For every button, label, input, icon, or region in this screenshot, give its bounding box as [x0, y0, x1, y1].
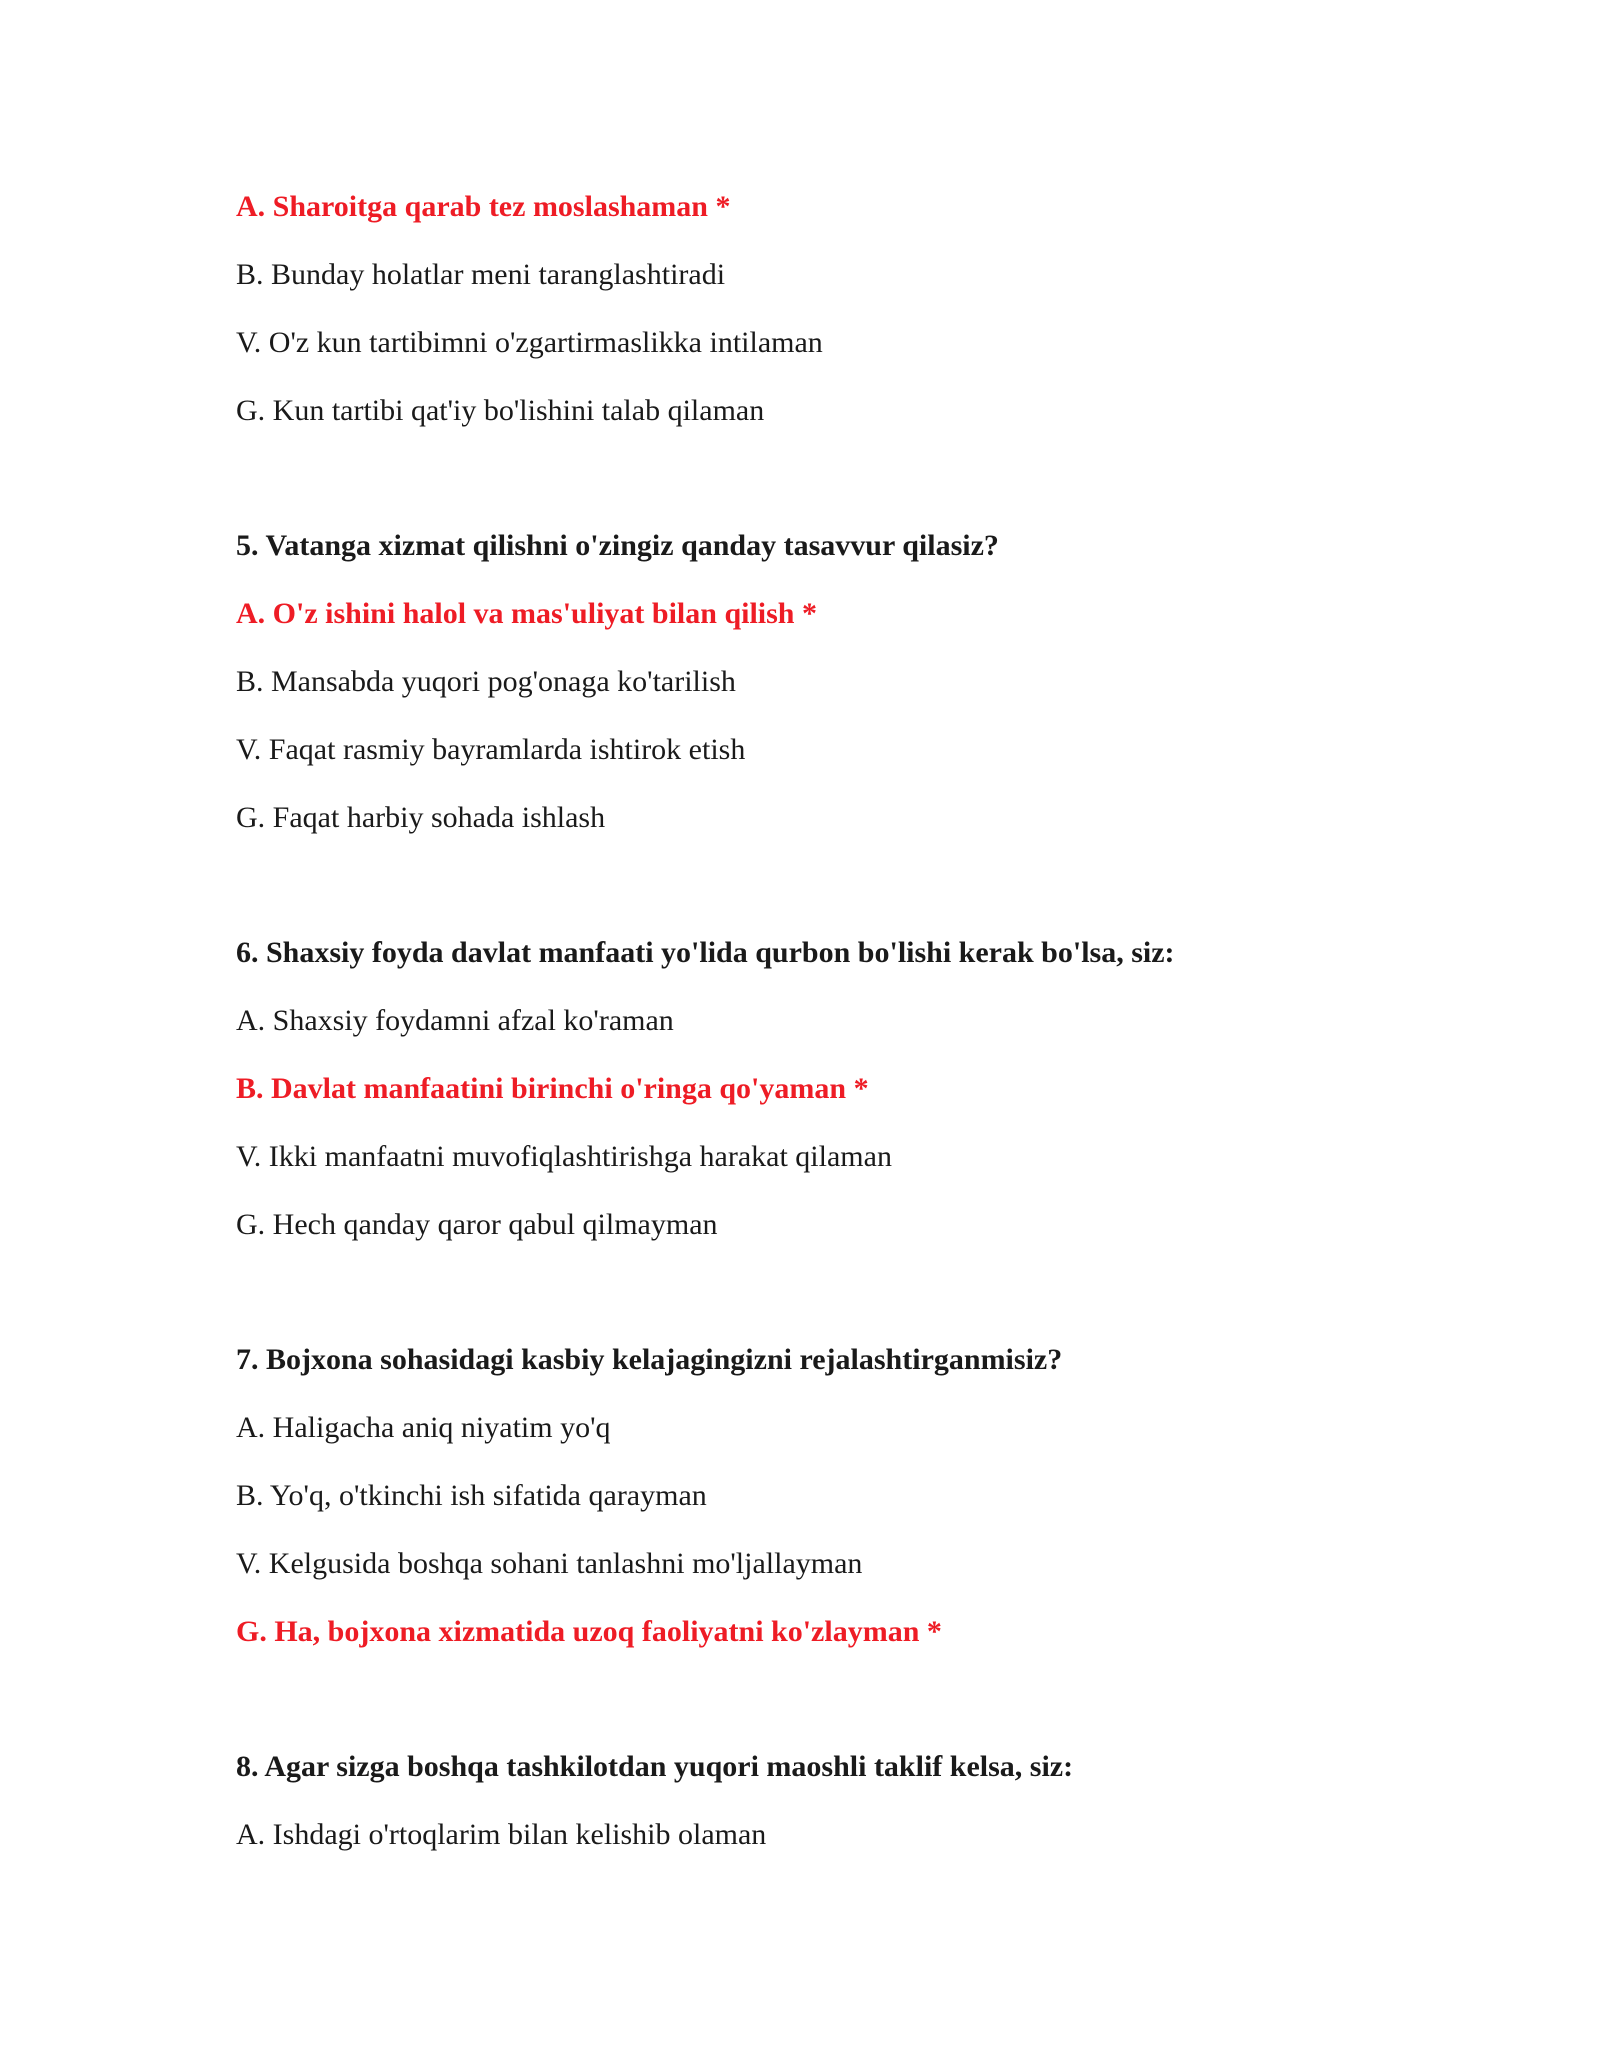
block-gap — [236, 859, 1496, 926]
answer-option: V. Ikki manfaatni muvofiqlashtirishga harakat qilaman — [236, 1140, 892, 1173]
question-text: 8. Agar sizga boshqa tashkilotdan yuqori maoshli taklif kelsa, siz: — [236, 1750, 1074, 1783]
answer-option: A. Haligacha aniq niyatim yo'q — [236, 1411, 611, 1444]
answer-option: V. O'z kun tartibimni o'zgartirmaslikka intilaman — [236, 326, 823, 359]
answer-option-correct: G. Ha, bojxona xizmatida uzoq faoliyatni ko'zlayman * — [236, 1615, 942, 1648]
quiz-content — [236, 180, 1496, 1876]
answer-option: V. Kelgusida boshqa sohani tanlashni mo'ljallayman — [236, 1547, 863, 1580]
answer-option-correct: A. Sharoitga qarab tez moslashaman * — [236, 190, 731, 223]
block-gap — [236, 1673, 1496, 1740]
question-text: 7. Bojxona sohasidagi kasbiy kelajagingizni rejalashtirganmisiz? — [236, 1343, 1063, 1376]
block-gap — [236, 1266, 1496, 1333]
answer-option: B. Bunday holatlar meni taranglashtiradi — [236, 258, 726, 291]
answer-option: G. Hech qanday qaror qabul qilmayman — [236, 1208, 718, 1241]
question-text: 5. Vatanga xizmat qilishni o'zingiz qanday tasavvur qilasiz? — [236, 529, 999, 562]
answer-option: B. Mansabda yuqori pog'onaga ko'tarilish — [236, 665, 736, 698]
answer-option: G. Faqat harbiy sohada ishlash — [236, 801, 606, 834]
answer-option: A. Shaxsiy foydamni afzal ko'raman — [236, 1004, 674, 1037]
block-gap — [236, 452, 1496, 519]
answer-option: A. Ishdagi o'rtoqlarim bilan kelishib olaman — [236, 1818, 767, 1851]
answer-option-correct: A. O'z ishini halol va mas'uliyat bilan qilish * — [236, 597, 817, 630]
answer-option: V. Faqat rasmiy bayramlarda ishtirok etish — [236, 733, 746, 766]
answer-option-correct: B. Davlat manfaatini birinchi o'ringa qo'yaman * — [236, 1072, 869, 1105]
question-text: 6. Shaxsiy foyda davlat manfaati yo'lida qurbon bo'lishi kerak bo'lsa, siz: — [236, 936, 1175, 969]
answer-option: G. Kun tartibi qat'iy bo'lishini talab qilaman — [236, 394, 765, 427]
answer-option: B. Yo'q, o'tkinchi ish sifatida qarayman — [236, 1479, 707, 1512]
